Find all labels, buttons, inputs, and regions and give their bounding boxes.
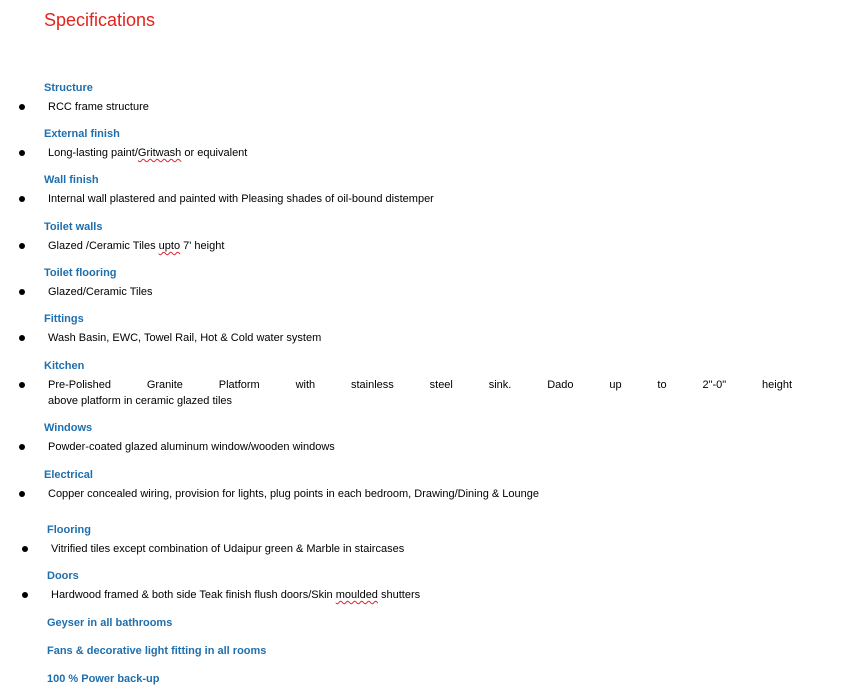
spec-text: Copper concealed wiring, provision for lights, plug points in each bedroom, Drawing/Dining & Lounge — [48, 488, 540, 500]
bullet-icon — [19, 196, 25, 202]
spec-text: Vitrified tiles except combination of Udaipur green & Marble in staircases — [51, 543, 405, 555]
spec-item — [44, 284, 804, 300]
spec-heading: Doors — [47, 570, 79, 582]
spec-heading: Kitchen — [44, 360, 85, 372]
spec-section-flooring — [47, 523, 807, 557]
bullet-icon — [22, 546, 28, 552]
bullet-icon — [19, 289, 25, 295]
spec-heading: Toilet flooring — [44, 267, 117, 279]
bullet-icon — [19, 243, 25, 249]
spec-section-external-finish — [44, 127, 804, 161]
bullet-icon — [19, 444, 25, 450]
spell-flagged-word: upto — [158, 240, 181, 252]
spell-flagged-word: moulded — [335, 589, 378, 601]
spec-item — [44, 238, 804, 254]
spec-text-part: or equivalent — [181, 147, 248, 159]
extra-feature-geyser: Geyser in all bathrooms — [47, 617, 173, 629]
spec-item — [44, 330, 804, 346]
spec-section-kitchen — [44, 359, 792, 409]
spec-text-part: shutters — [377, 589, 421, 601]
spec-text-line: Pre-Polished Granite Platform with stainless steel sink. Dado up to 2"-0" height — [48, 379, 792, 391]
spec-section-toilet-flooring — [44, 266, 804, 300]
spec-heading: Flooring — [47, 524, 91, 536]
spec-text-line: above platform in ceramic glazed tiles — [48, 395, 233, 407]
bullet-icon — [19, 382, 25, 388]
extra-feature-power-backup: 100 % Power back-up — [47, 673, 160, 685]
spec-section-electrical — [44, 468, 804, 502]
spec-heading: Windows — [44, 422, 93, 434]
spec-item — [44, 145, 804, 161]
spec-text: Wash Basin, EWC, Towel Rail, Hot & Cold water system — [48, 332, 322, 344]
spec-text: Internal wall plastered and painted with Pleasing shades of oil-bound distemper — [48, 193, 434, 205]
spec-text-part: Hardwood framed & both side Teak finish flush doors/Skin — [51, 589, 336, 601]
spec-item — [44, 486, 804, 502]
spec-text: RCC frame structure — [48, 101, 149, 113]
spec-item — [47, 541, 807, 557]
spec-item — [44, 377, 792, 409]
spec-section-windows — [44, 421, 804, 455]
bullet-icon — [22, 592, 28, 598]
bullet-icon — [19, 104, 25, 110]
spec-heading: Fittings — [44, 313, 84, 325]
spec-text-part: Long-lasting paint/ — [48, 147, 138, 159]
spec-text-part: Glazed /Ceramic Tiles — [48, 240, 159, 252]
spec-heading: Toilet walls — [44, 221, 103, 233]
spec-item — [47, 587, 807, 603]
extra-feature-fans-lights: Fans & decorative light fitting in all rooms — [47, 645, 267, 657]
spec-heading: Electrical — [44, 469, 93, 481]
spec-text-part: 7' height — [180, 240, 225, 252]
spell-flagged-word: Gritwash — [137, 147, 182, 159]
spec-item — [44, 191, 804, 207]
bullet-icon — [19, 335, 25, 341]
spec-heading: Structure — [44, 82, 93, 94]
spec-section-structure — [44, 81, 804, 115]
spec-item — [44, 99, 804, 115]
spec-item — [44, 439, 804, 455]
bullet-icon — [19, 491, 25, 497]
spec-text: Glazed/Ceramic Tiles — [48, 286, 153, 298]
spec-heading: Wall finish — [44, 174, 99, 186]
spec-section-doors — [47, 569, 807, 603]
page-title: Specifications — [44, 10, 156, 30]
bullet-icon — [19, 150, 25, 156]
spec-section-toilet-walls — [44, 220, 804, 254]
spec-heading: External finish — [44, 128, 120, 140]
spec-section-fittings — [44, 312, 804, 346]
spec-text: Powder-coated glazed aluminum window/wooden windows — [48, 441, 335, 453]
spec-section-wall-finish — [44, 173, 804, 207]
